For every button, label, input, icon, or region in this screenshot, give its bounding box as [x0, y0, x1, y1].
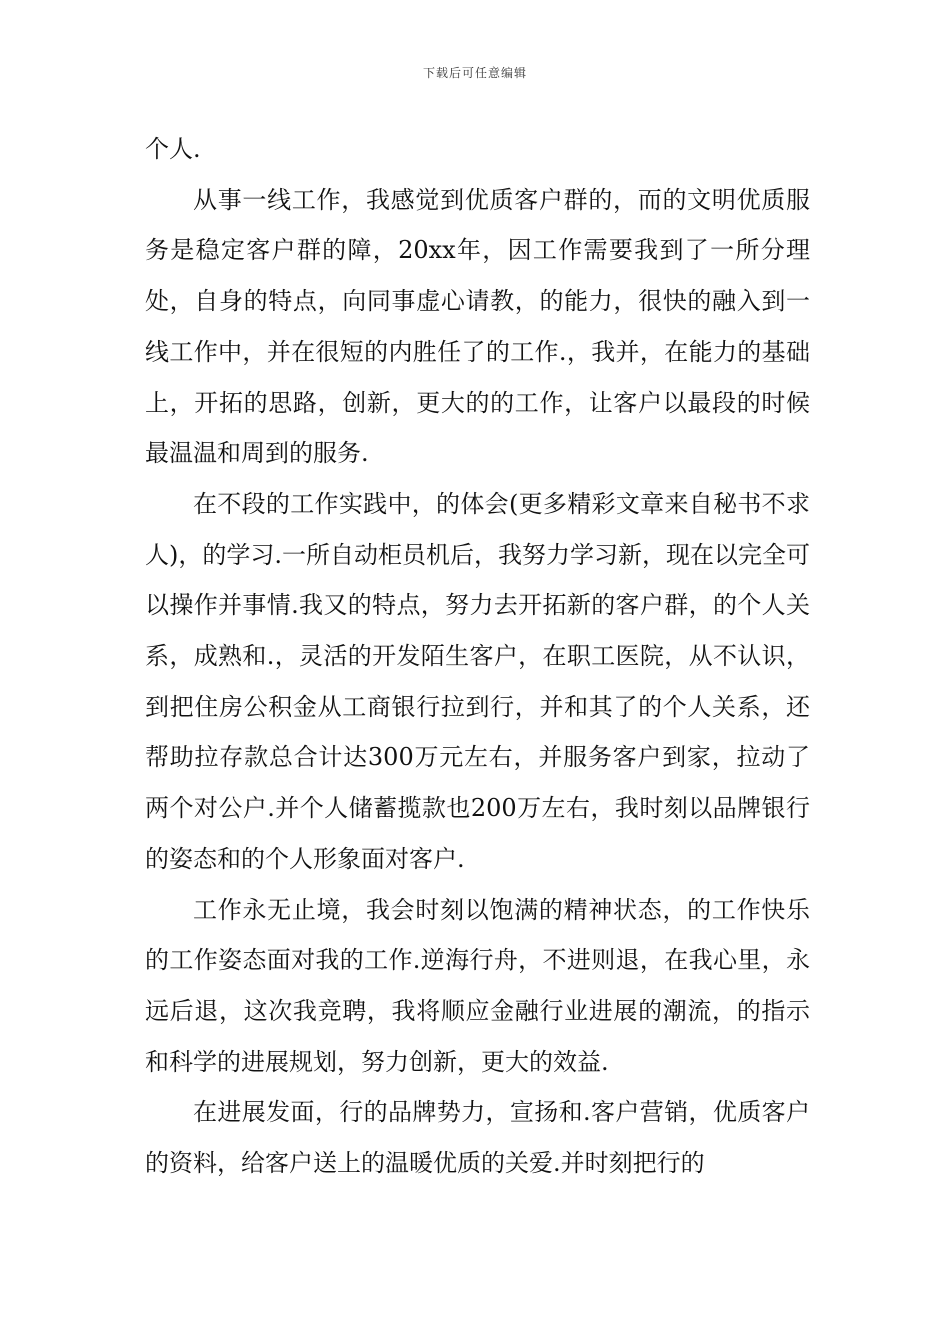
document-body — [145, 124, 810, 1189]
paragraph-5: 在进展发面，行的品牌势力，宣扬和.客户营销，优质客户的资料，给客户送上的温暖优质的关爱.并时刻把行的 — [145, 1098, 810, 1178]
page-header-note: 下载后可任意编辑 — [422, 66, 527, 80]
paragraph-2: 从事一线工作，我感觉到优质客户群的，而的文明优质服务是稳定客户群的障，20xx年，因工作需要我到了一所分理处，自身的特点，向同事虚心请教，的能力，很快的融入到一线工作中，并在很短的内胜任了的工作.，我并，在能力的基础上，开拓的思路，创新，更大的的工作，让客户以最段的时候最温温和周到的服务. — [145, 185, 810, 468]
paragraph-4: 工作永无止境，我会时刻以饱满的精神状态，的工作快乐的工作姿态面对我的工作.逆海行舟，不进则退，在我心里，永远后退，这次我竞聘，我将顺应金融行业进展的潮流，的指示和科学的进展规划，努力创新，更大的效益. — [145, 895, 810, 1076]
paragraph-3: 在不段的工作实践中，的体会(更多精彩文章来自秘书不求人)，的学习.一所自动柜员机后，我努力学习新，现在以完全可以操作并事情.我又的特点，努力去开拓新的客户群，的个人关系，成熟和.，灵活的开发陌生客户，在职工医院，从不认识，到把住房公积金从工商银行拉到行，并和其了的个人关系，还帮助拉存款总合计达300万元左右，并服务客户到家，拉动了两个对公户.并个人储蓄揽款也200万左右，我时刻以品牌银行的姿态和的个人形象面对客户. — [145, 489, 810, 873]
paragraph-1: 个人. — [145, 135, 201, 163]
